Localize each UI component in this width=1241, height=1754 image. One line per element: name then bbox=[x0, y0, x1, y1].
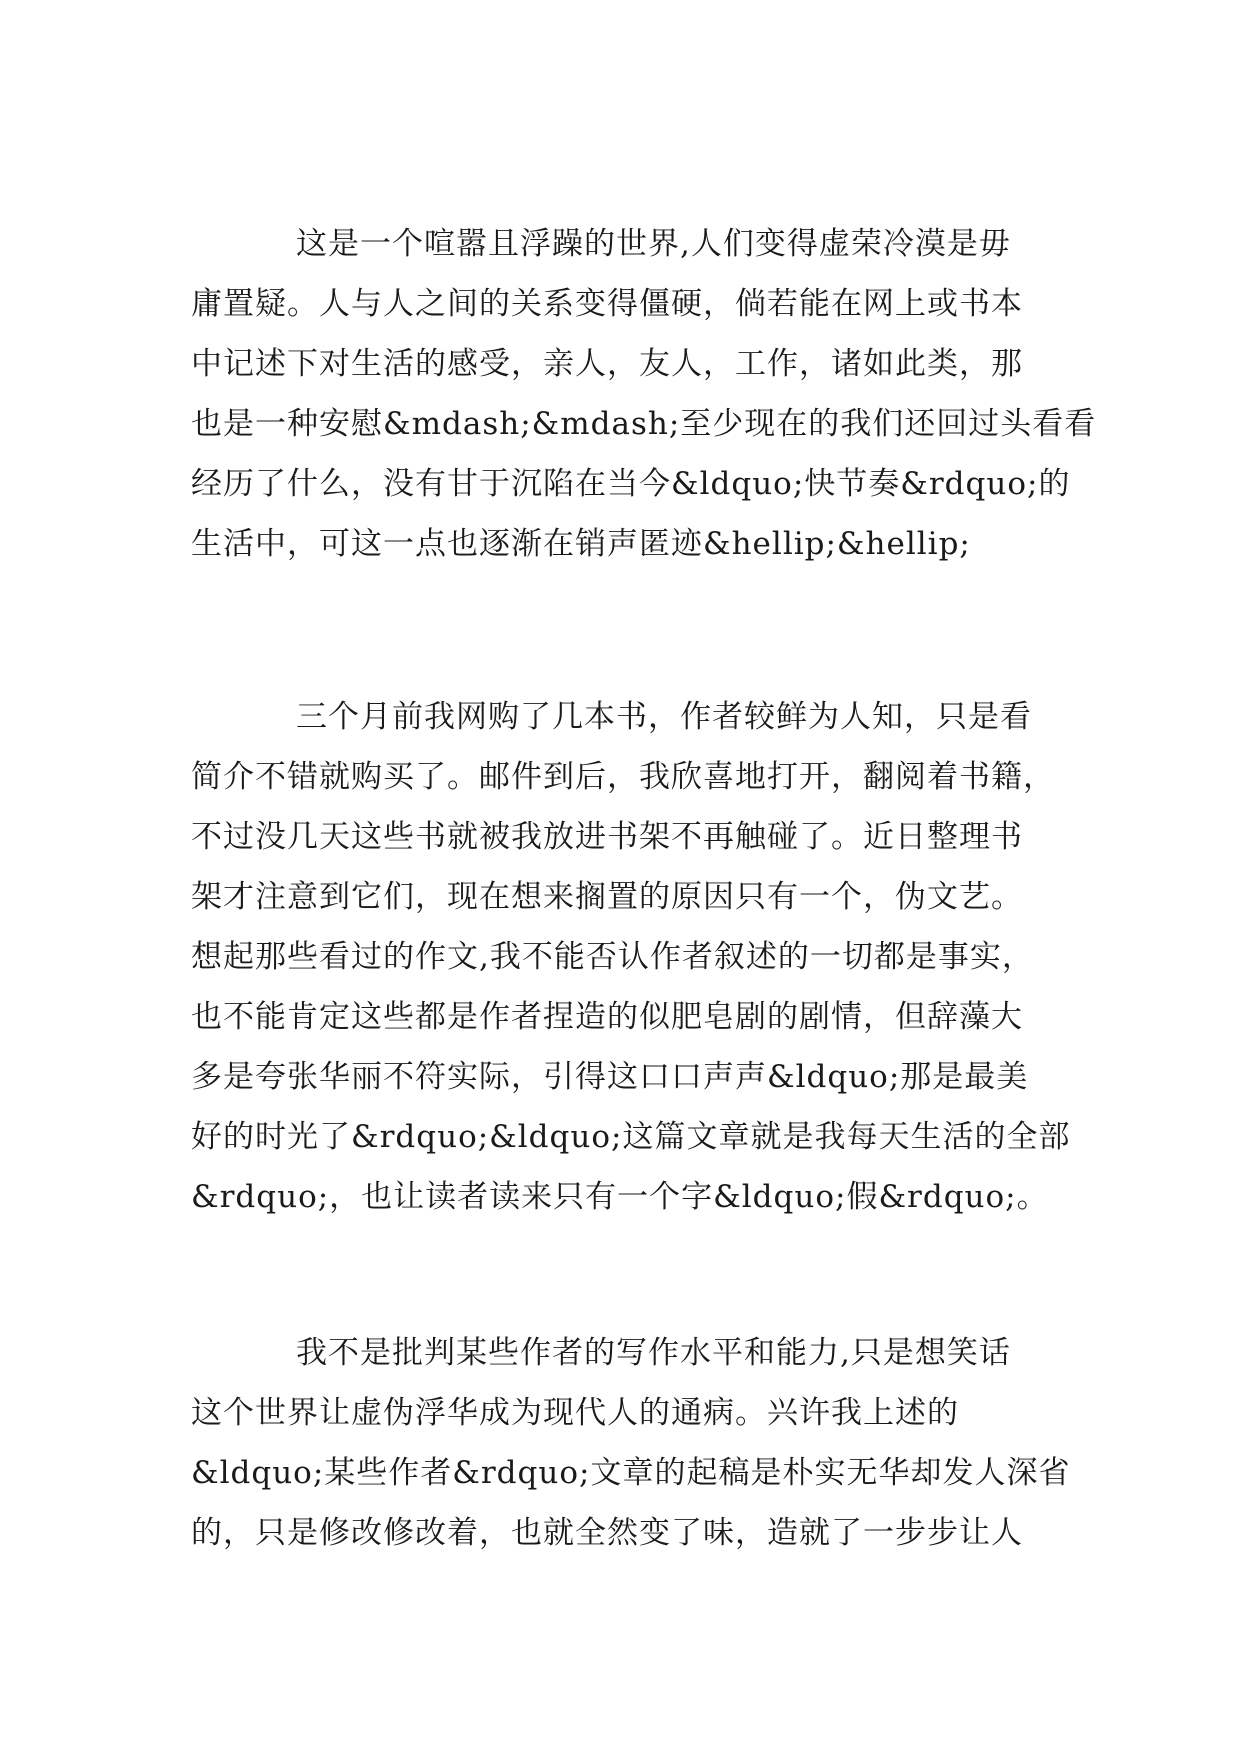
paragraph-line: 也是一种安慰&mdash;&mdash;至少现在的我们还回过头看看 bbox=[191, 406, 1097, 442]
paragraph-line: 也不能肯定这些都是作者捏造的似肥皂剧的剧情，但辞藻大 bbox=[191, 999, 1023, 1035]
paragraph-line: 三个月前我网购了几本书，作者较鲜为人知，只是看 bbox=[296, 699, 1032, 735]
paragraph-line: &ldquo;某些作者&rdquo;文章的起稿是朴实无华却发人深省 bbox=[191, 1455, 1071, 1491]
paragraph-line: 不过没几天这些书就被我放进书架不再触碰了。近日整理书 bbox=[191, 819, 1023, 855]
paragraph-line: 架才注意到它们，现在想来搁置的原因只有一个，伪文艺。 bbox=[191, 879, 1023, 915]
paragraph-2 bbox=[191, 687, 1071, 1227]
paragraph-line: 简介不错就购买了。邮件到后，我欣喜地打开，翻阅着书籍， bbox=[191, 759, 1055, 795]
paragraph-line: 想起那些看过的作文,我不能否认作者叙述的一切都是事实， bbox=[191, 939, 1034, 975]
paragraph-3 bbox=[191, 1323, 1071, 1563]
paragraph-line: 的，只是修改修改着，也就全然变了味，造就了一步步让人 bbox=[191, 1515, 1023, 1551]
paragraph-line: 经历了什么，没有甘于沉陷在当今&ldquo;快节奏&rdquo;的 bbox=[191, 466, 1071, 502]
paragraph-line: 中记述下对生活的感受，亲人，友人，工作，诸如此类，那 bbox=[191, 346, 1023, 382]
paragraph-1 bbox=[191, 214, 1097, 574]
paragraph-line: 多是夸张华丽不符实际，引得这口口声声&ldquo;那是最美 bbox=[191, 1059, 1029, 1095]
paragraph-line: &rdquo;，也让读者读来只有一个字&ldquo;假&rdquo;。 bbox=[191, 1179, 1049, 1215]
paragraph-line: 这个世界让虚伪浮华成为现代人的通病。兴许我上述的 bbox=[191, 1395, 959, 1431]
paragraph-line: 我不是批判某些作者的写作水平和能力,只是想笑话 bbox=[296, 1335, 1011, 1371]
paragraph-line: 这是一个喧嚣且浮躁的世界,人们变得虚荣冷漠是毋 bbox=[296, 226, 1011, 262]
paragraph-line: 生活中，可这一点也逐渐在销声匿迹&hellip;&hellip; bbox=[191, 526, 971, 562]
paragraph-line: 庸置疑。人与人之间的关系变得僵硬，倘若能在网上或书本 bbox=[191, 286, 1023, 322]
paragraph-line: 好的时光了&rdquo;&ldquo;这篇文章就是我每天生活的全部 bbox=[191, 1119, 1071, 1155]
